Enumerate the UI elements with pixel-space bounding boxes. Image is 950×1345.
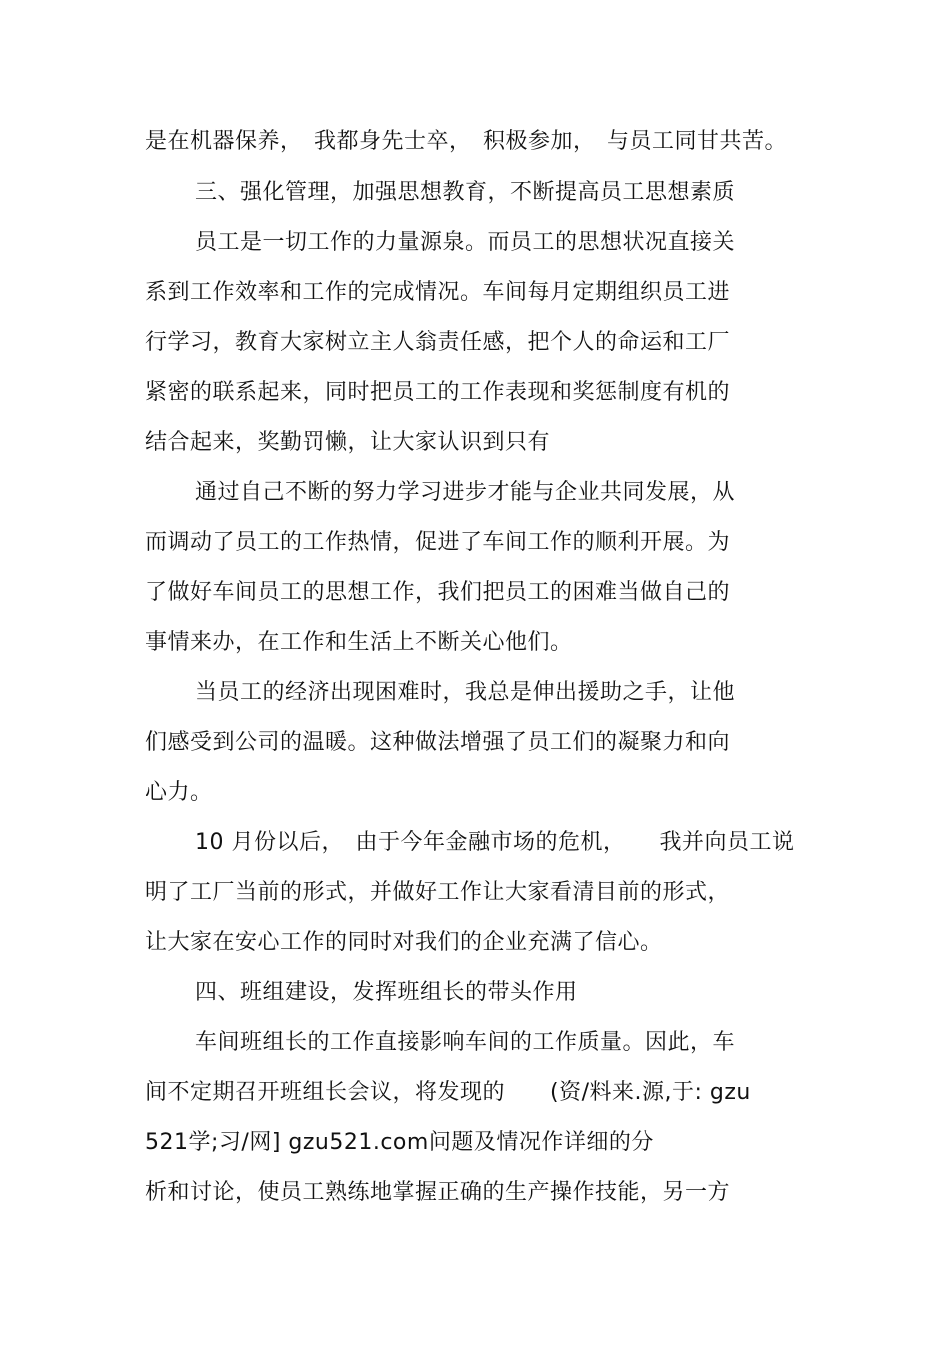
text-line-5: 行学习，教育大家树立主人翁责任感，把个人的命运和工厂 <box>145 330 731 355</box>
text-line-17: 让大家在安心工作的同时对我们的企业充满了信心。 <box>145 930 663 955</box>
text-line-21: 521学;习/网] gzu521.com问题及情况作详细的分 <box>145 1130 654 1155</box>
text-line-13: 们感受到公司的温暖。这种做法增强了员工们的凝聚力和向 <box>145 730 731 755</box>
text-line-16: 明了工厂当前的形式，并做好工作让大家看清目前的形式， <box>145 880 731 905</box>
text-line-1: 是在机器保养， 我都身先士卒， 积极参加， 与员工同甘共苦。 <box>145 129 788 154</box>
text-line-22: 析和讨论，使员工熟练地掌握正确的生产操作技能，另一方 <box>145 1180 731 1205</box>
text-line-11: 事情来办，在工作和生活上不断关心他们。 <box>145 630 573 655</box>
text-line-8: 通过自己不断的努力学习进步才能与企业共同发展，从 <box>195 480 736 505</box>
text-line-19: 车间班组长的工作直接影响车间的工作质量。因此，车 <box>195 1030 736 1055</box>
text-line-20: 间不定期召开班组长会议，将发现的 (资/料来.源,于: gzu <box>145 1080 751 1105</box>
text-line-9: 而调动了员工的工作热情，促进了车间工作的顺利开展。为 <box>145 530 731 555</box>
text-line-4: 系到工作效率和工作的完成情况。车间每月定期组织员工进 <box>145 280 731 305</box>
text-line-12: 当员工的经济出现困难时，我总是伸出援助之手，让他 <box>195 680 736 705</box>
text-line-6: 紧密的联系起来，同时把员工的工作表现和奖惩制度有机的 <box>145 380 731 405</box>
text-line-7: 结合起来，奖勤罚懒，让大家认识到只有 <box>145 430 551 455</box>
text-line-15: 10 月份以后， 由于今年金融市场的危机， 我并向员工说 <box>195 830 795 855</box>
text-line-3: 员工是一切工作的力量源泉。而员工的思想状况直接关 <box>195 230 736 255</box>
section-heading-4: 四、班组建设，发挥班组长的带头作用 <box>195 980 578 1005</box>
text-line-10: 了做好车间员工的思想工作，我们把员工的困难当做自己的 <box>145 580 731 605</box>
text-line-14: 心力。 <box>145 780 213 805</box>
section-heading-3: 三、强化管理，加强思想教育，不断提高员工思想素质 <box>195 180 736 205</box>
